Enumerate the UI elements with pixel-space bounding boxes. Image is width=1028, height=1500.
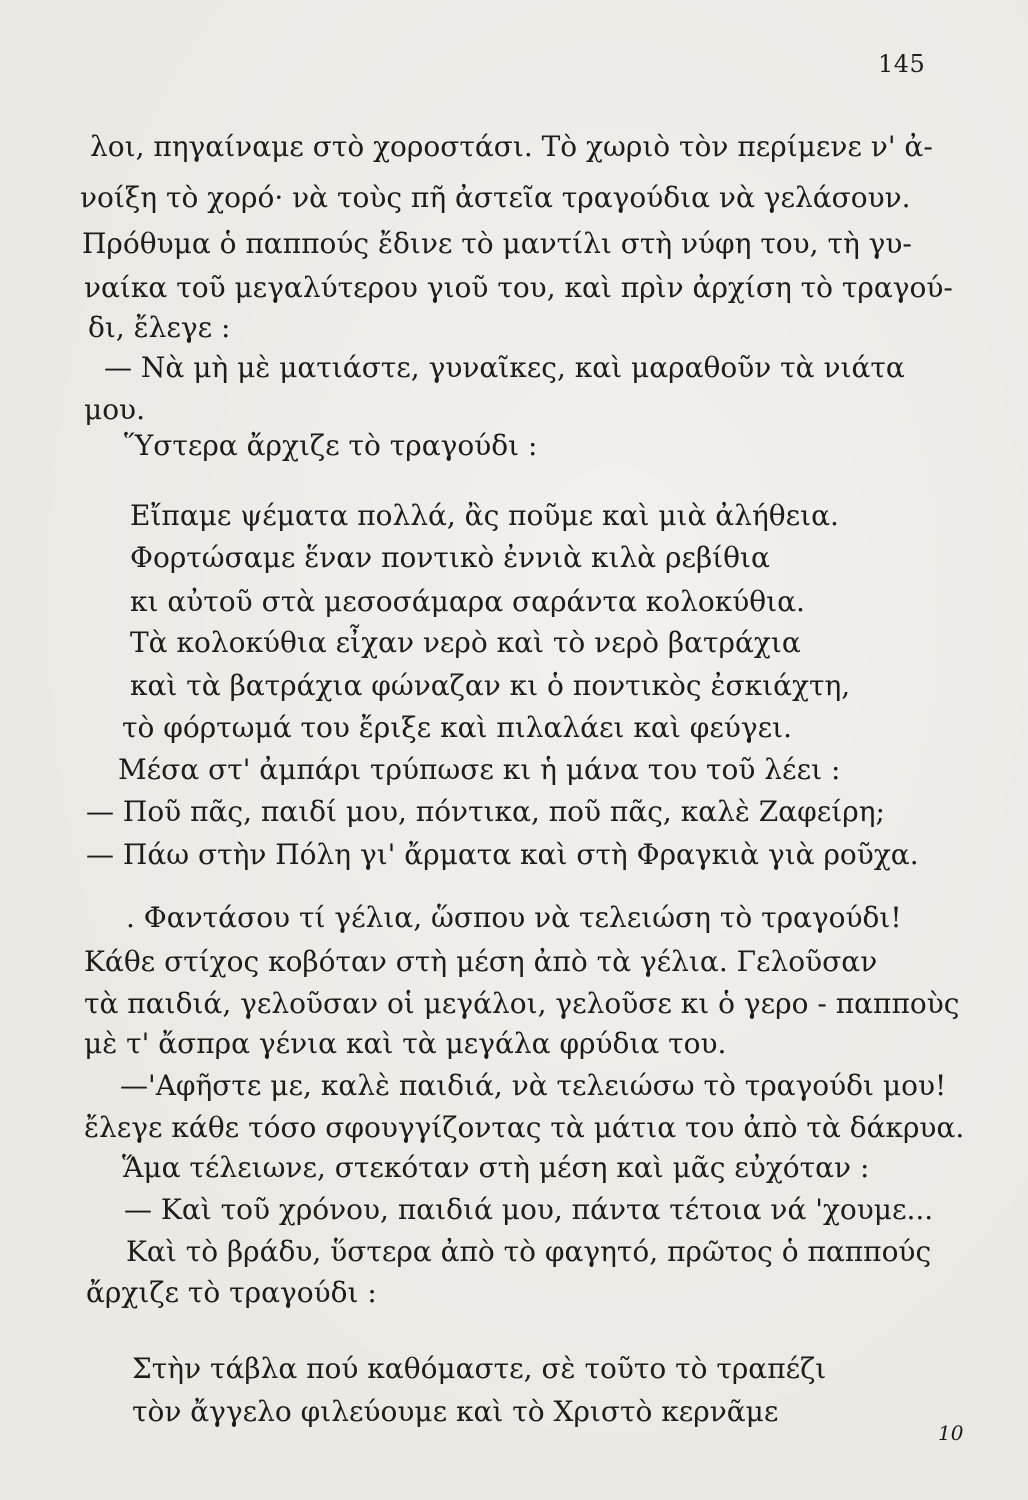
page-number: 145: [878, 50, 926, 78]
verse-line: Στὴν τάβλα πού καθόμαστε, σὲ τοῦτο τὸ τραπέζι: [132, 1352, 827, 1385]
text-line: δι, ἔλεγε :: [88, 311, 231, 344]
verse-dialogue-line: — Πάω στὴν Πόλη γι' ἄρματα καὶ στὴ Φραγκιὰ γιὰ ροῦχα.: [86, 838, 919, 871]
text-line: μου.: [84, 393, 145, 426]
text-line: ἄρχιζε τὸ τραγούδι :: [86, 1276, 377, 1309]
text-line: λοι, πηγαίναμε στὸ χοροστάσι. Τὸ χωριὸ τὸν περίμενε ν' ἀ-: [90, 130, 933, 163]
dialogue-line: — Νὰ μὴ μὲ ματιάστε, γυναῖκες, καὶ μαραθοῦν τὰ νιάτα: [104, 351, 905, 384]
text-line: Κάθε στίχος κοβόταν στὴ μέση ἀπὸ τὰ γέλια. Γελοῦσαν: [84, 945, 878, 978]
text-line: τὰ παιδιά, γελοῦσαν οἱ μεγάλοι, γελοῦσε κι ὁ γερο - παπποὺς: [84, 987, 960, 1020]
text-line: μὲ τ' ἄσπρα γένια καὶ τὰ μεγάλα φρύδια του.: [84, 1027, 727, 1060]
verse-line: τὸν ἄγγελο φιλεύουμε καὶ τὸ Χριστὸ κερνᾶμε: [132, 1395, 779, 1428]
text-line: Ἅμα τέλειωνε, στεκόταν στὴ μέση καὶ μᾶς εὐχόταν :: [122, 1151, 870, 1184]
verse-line: Τὰ κολοκύθια εἶχαν νερὸ καὶ τὸ νερὸ βατράχια: [130, 626, 801, 659]
text-line: ἔλεγε κάθε τόσο σφουγγίζοντας τὰ μάτια του ἀπὸ τὰ δάκρυα.: [84, 1111, 965, 1144]
verse-line: Εἴπαμε ψέματα πολλά, ἂς ποῦμε καὶ μιὰ ἀλήθεια.: [130, 499, 839, 532]
text-line: Πρόθυμα ὁ παππούς ἔδινε τὸ μαντίλι στὴ νύφη του, τὴ γυ-: [82, 227, 912, 260]
dialogue-line: — Καὶ τοῦ χρόνου, παιδιά μου, πάντα τέτοια νά 'χουμε...: [124, 1193, 934, 1226]
verse-dialogue-line: — Ποῦ πᾶς, παιδί μου, πόντικα, ποῦ πᾶς, καλὲ Ζαφείρη;: [86, 795, 885, 828]
text-line: νοίξη τὸ χορό· νὰ τοὺς πῆ ἀστεῖα τραγούδια νὰ γελάσουν.: [80, 181, 911, 214]
text-line: . Φαντάσου τί γέλια, ὥσπου νὰ τελειώση τὸ τραγούδι!: [126, 901, 902, 934]
signature-mark: 10: [938, 1421, 964, 1445]
text-line: Καὶ τὸ βράδυ, ὕστερα ἀπὸ τὸ φαγητό, πρῶτος ὁ παππούς: [126, 1235, 932, 1268]
verse-line: τὸ φόρτωμά του ἔριξε καὶ πιλαλάει καὶ φεύγει.: [122, 711, 792, 744]
text-line: Ὕστερα ἄρχιζε τὸ τραγούδι :: [124, 429, 538, 462]
dialogue-line: —'Αφῆστε με, καλὲ παιδιά, νὰ τελειώσω τὸ τραγούδι μου!: [120, 1069, 947, 1102]
verse-line: κι αὐτοῦ στὰ μεσοσάμαρα σαράντα κολοκύθια.: [130, 585, 805, 618]
verse-line: καὶ τὰ βατράχια φώναζαν κι ὁ ποντικὸς ἐσκιάχτη,: [130, 669, 851, 702]
verse-line: Μέσα στ' ἀμπάρι τρύπωσε κι ἡ μάνα του τοῦ λέει :: [118, 753, 841, 786]
text-line: ναίκα τοῦ μεγαλύτερου γιοῦ του, καὶ πρὶν ἀρχίση τὸ τραγού-: [84, 271, 953, 304]
verse-line: Φορτώσαμε ἕναν ποντικὸ ἐννιὰ κιλὰ ρεβίθια: [130, 541, 770, 574]
